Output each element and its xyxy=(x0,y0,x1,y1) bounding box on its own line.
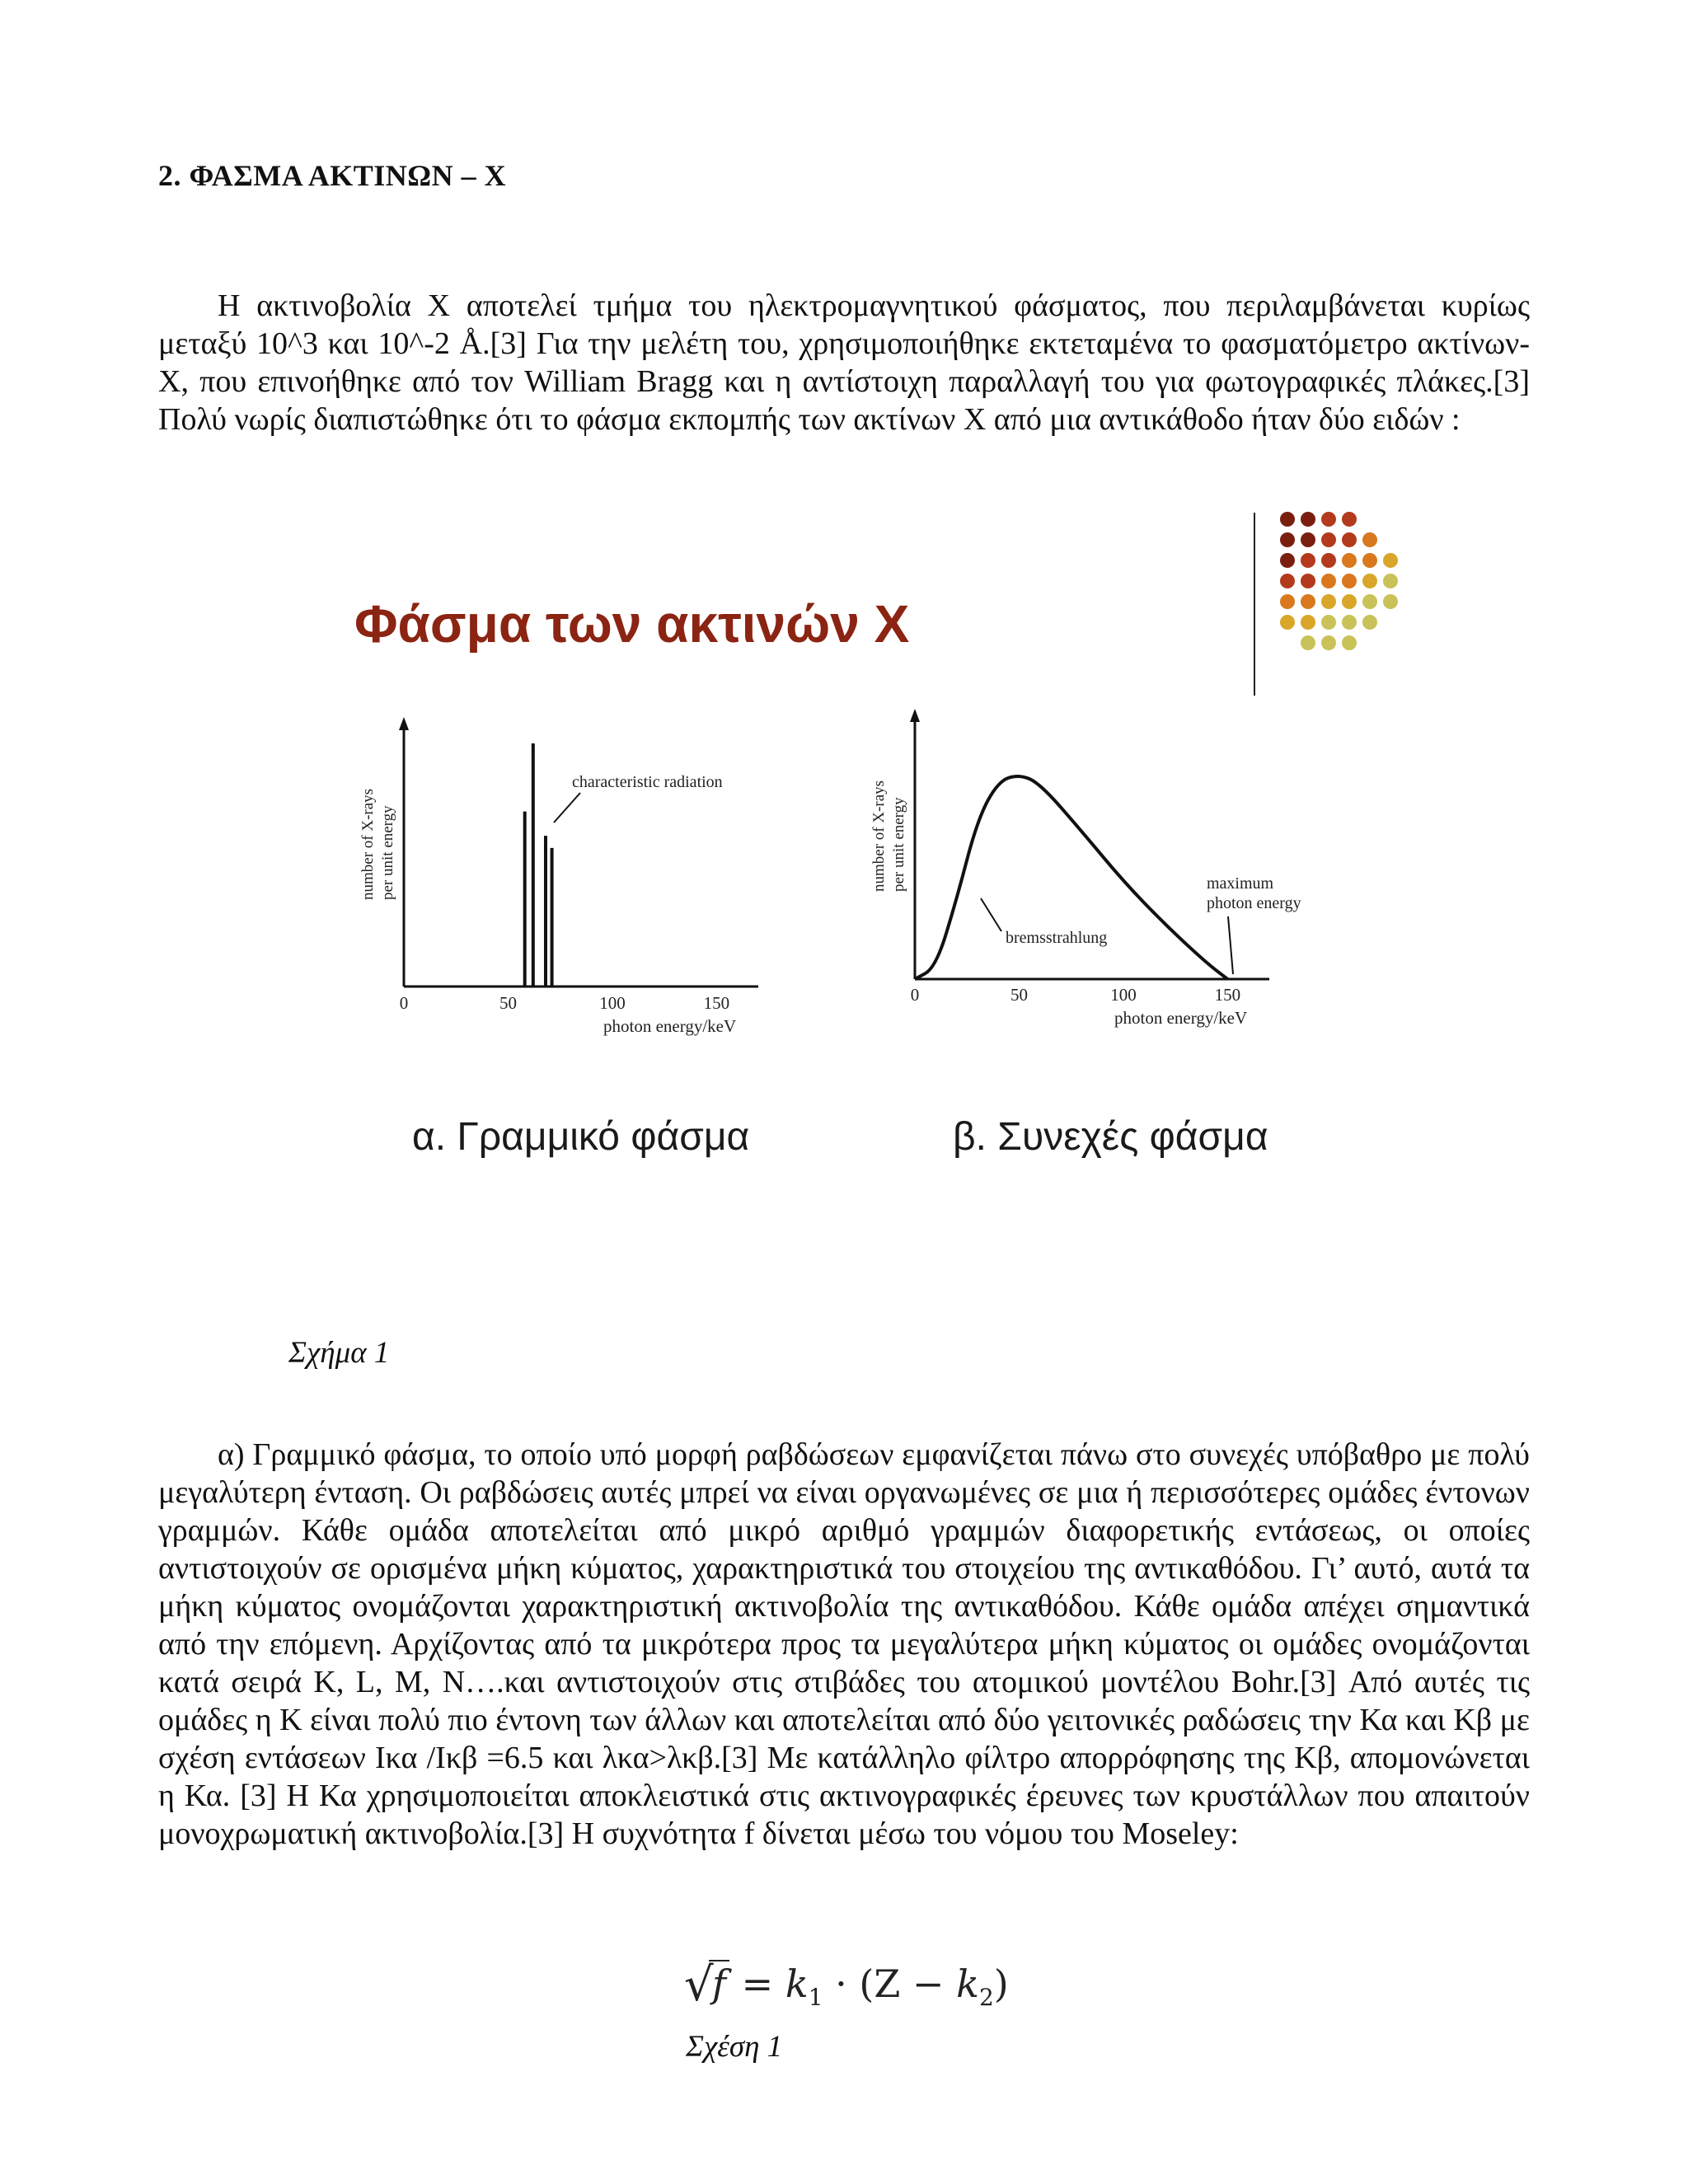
annotation-characteristic: characteristic radiation xyxy=(572,773,723,791)
intro-paragraph: Η ακτινοβολία Χ αποτελεί τμήμα του ηλεκτρομαγνητικού φάσματος, που περιλαμβάνεται κυρίως μεταξύ 10^3 και 10^-2 Å.[3] Για την μελέτη του, χρησιμοποιήθηκε εκτεταμένα το φασματόμετρο ακτίνων-Χ, που επινοήθηκε από τον William Bragg και η αντίστοιχη παραλλαγή του για φωτογραφικές πλάκες.[3] Πολύ νωρίς διαπιστώθηκε ότι το φάσμα εκπομπής των ακτίνων Χ από μια αντικάθοδο ήταν δύο ειδών : xyxy=(158,288,1530,437)
equation-close: ) xyxy=(993,1961,1009,2006)
y-axis-label-line2: per unit energy xyxy=(379,805,396,900)
decor-dot xyxy=(1383,594,1398,609)
decor-dot xyxy=(1321,532,1336,547)
figure-title: Φάσμα των ακτινών Χ xyxy=(354,594,910,654)
x-axis-label: photon energy/keV xyxy=(603,1016,737,1036)
x-tick-label: 150 xyxy=(1214,985,1241,1005)
annotation-max-energy-line1: maximum xyxy=(1207,874,1274,893)
equation-k1-sub: 1 xyxy=(808,1984,823,2012)
subcaption-continuous-spectrum: β. Συνεχές φάσμα xyxy=(953,1115,1268,1159)
section-heading: 2. ΦΑΣΜΑ ΑΚΤΙΝΩΝ – Χ xyxy=(158,159,507,192)
decor-dot xyxy=(1321,635,1336,650)
decor-dot xyxy=(1362,532,1377,547)
y-axis-arrow xyxy=(910,709,920,722)
decor-dot xyxy=(1362,594,1377,609)
decor-dot xyxy=(1321,615,1336,630)
decor-dot xyxy=(1342,594,1357,609)
decor-dot xyxy=(1280,574,1295,588)
x-tick-label: 100 xyxy=(1110,985,1137,1005)
spectral-lines xyxy=(525,743,552,987)
decor-dot xyxy=(1321,574,1336,588)
x-tick-labels xyxy=(400,993,729,1013)
decor-dot xyxy=(1301,532,1315,547)
decor-dot xyxy=(1342,574,1357,588)
decor-dot xyxy=(1280,553,1295,568)
decor-dot xyxy=(1301,594,1315,609)
annotation-leader xyxy=(554,793,580,823)
decor-dot xyxy=(1342,532,1357,547)
continuous-spectrum-chart xyxy=(870,709,1301,1028)
decor-dot xyxy=(1301,574,1315,588)
x-tick-label: 50 xyxy=(499,993,517,1013)
y-axis-label-line1: number of X-rays xyxy=(870,780,888,892)
decor-dot xyxy=(1362,574,1377,588)
figure-caption: Σχήμα 1 xyxy=(288,1336,390,1370)
decor-dot xyxy=(1280,512,1295,527)
annotation-leader xyxy=(1228,916,1233,974)
decor-dot xyxy=(1383,574,1398,588)
annotation-max-energy-line2: photon energy xyxy=(1207,894,1301,912)
equation-k1: k xyxy=(785,1961,809,2006)
x-tick-label: 0 xyxy=(399,993,409,1013)
equation-middle: · (Z − xyxy=(823,1961,957,2006)
equation-caption: Σχέση 1 xyxy=(686,2030,783,2064)
xray-spectrum-figure xyxy=(338,504,1401,1180)
decor-dot xyxy=(1321,512,1336,527)
decor-dot xyxy=(1280,615,1295,630)
x-tick-label: 50 xyxy=(1010,985,1028,1005)
x-tick-label: 100 xyxy=(599,993,626,1013)
decor-dot xyxy=(1342,635,1357,650)
x-axis-label: photon energy/keV xyxy=(1114,1008,1248,1028)
x-tick-labels xyxy=(911,985,1240,1005)
annotation-bremsstrahlung: bremsstrahlung xyxy=(1006,929,1108,947)
y-axis-label-line1: number of X-rays xyxy=(359,788,377,900)
decor-dot xyxy=(1301,553,1315,568)
decor-dot xyxy=(1301,512,1315,527)
equation-k2: k xyxy=(956,1961,979,2006)
y-axis-arrow xyxy=(399,717,409,730)
x-tick-label: 150 xyxy=(703,993,730,1013)
annotation-leader xyxy=(981,898,1001,931)
decor-dot xyxy=(1342,512,1357,527)
decor-dot xyxy=(1362,553,1377,568)
decor-dot xyxy=(1321,553,1336,568)
line-spectrum-chart xyxy=(359,717,758,1036)
decor-dot-grid xyxy=(1280,512,1398,650)
decor-dot xyxy=(1301,635,1315,650)
subcaption-line-spectrum: α. Γραμμικό φάσμα xyxy=(412,1115,750,1159)
decor-dot xyxy=(1362,615,1377,630)
decor-dot xyxy=(1321,594,1336,609)
decor-dot xyxy=(1280,594,1295,609)
decor-dot xyxy=(1280,532,1295,547)
y-axis-label-line2: per unit energy xyxy=(890,797,907,892)
x-tick-label: 0 xyxy=(910,985,920,1005)
decor-dot xyxy=(1383,553,1398,568)
bremsstrahlung-curve xyxy=(915,776,1227,979)
line-spectrum-paragraph: α) Γραμμικό φάσμα, το οποίο υπό μορφή ραβδώσεων εμφανίζεται πάνω στο συνεχές υπόβαθρο με πολύ μεγαλύτερη ένταση. Οι ραβδώσεις αυτές μπρεί να είναι οργανωμένες σε μια ή περισσότερες ομάδες έντονων γραμμών. Κάθε ομάδα αποτελείται από μικρό αριθμό γραμμών διαφορετικής εντάσεως, οι οποίες αντιστοιχούν σε ορισμένα μήκη κύματος, χαρακτηριστικά του στοιχείου της αντικαθόδου. Γι’ αυτό, αυτά τα μήκη κύματος ονομάζονται χαρακτηριστική ακτινοβολία της αντικαθόδου. Κάθε ομάδα απέχει σημαντικά από την επόμενη. Αρχίζοντας από τα μικρότερα προς τα μεγαλύτερα μήκη κύματος οι ομάδες ονομάζονται κατά σειρά K, L, M, N….και αντιστοιχούν στις στιβάδες του ατομικού μοντέλου Bohr.[3] Από αυτές τις ομάδες η Κ είναι πολύ πιο έντονη των άλλων και αποτελείται από δύο γειτονικές ραδώσεις την Κα και Κβ με σχέση εντάσεων Ικα /Ικβ =6.5 και λκα>λκβ.[3] Με κατάλληλο φίλτρο απορρόφησης της Κβ, απομονώνεται η Κα. [3] Η Κα χρησιμοποιείται αποκλειστικά στις ακτινογραφικές έρευνες των κρυστάλλων που απαιτούν μονοχρωματική ακτινοβολία.[3] Η συχνότητα f δίνεται μέσω του νόμου του Moseley: xyxy=(158,1437,1530,1851)
equation-k2-sub: 2 xyxy=(978,1984,994,2012)
decor-dot xyxy=(1301,615,1315,630)
decor-dot xyxy=(1342,615,1357,630)
equation-lhs: f xyxy=(709,1960,729,2006)
decor-dot xyxy=(1342,553,1357,568)
square-root: √ f xyxy=(684,1961,729,2006)
moseley-equation: √ $f = k_1 \cdot (Z - k_2)$ xyxy=(684,1958,1009,2012)
